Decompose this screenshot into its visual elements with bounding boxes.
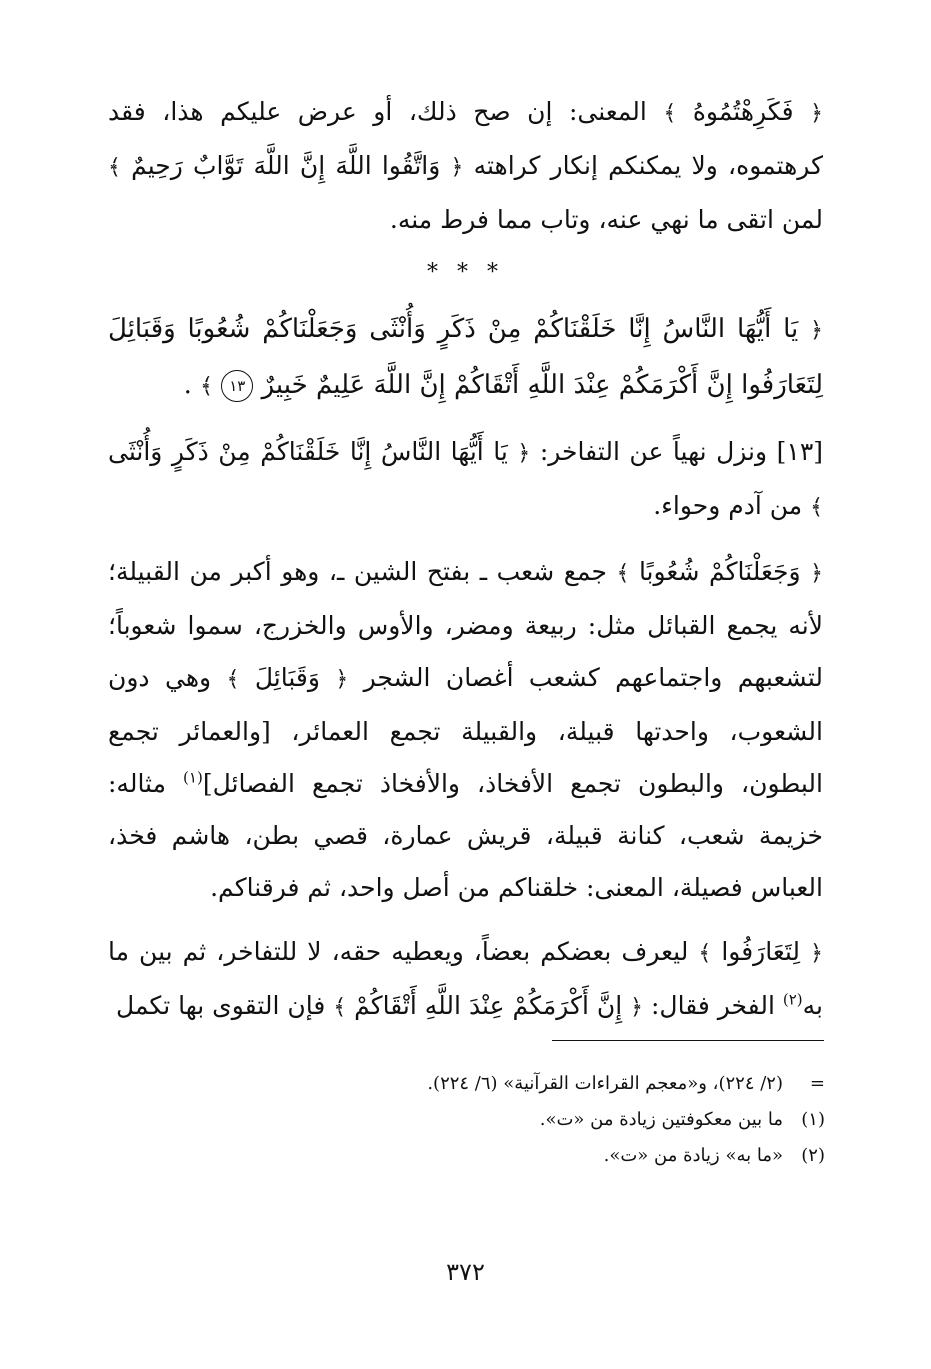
verse-open-bracket: ﴿: [450, 155, 464, 180]
quran-quote: إِنَّ أَكْرَمَكُمْ عِنْدَ اللَّهِ أَتْقَاكُمْ: [354, 991, 623, 1020]
commentary-text: [١٣] ونزل نهياً عن التفاخر:: [539, 437, 824, 466]
footnotes: [108, 1066, 825, 1174]
footnote-marker: (٢): [801, 1145, 825, 1166]
verse-open-bracket: ﴿: [810, 561, 824, 586]
verse-open-bracket: ﴿: [335, 667, 349, 692]
commentary-text: الفخر فقال:: [651, 991, 775, 1020]
main-text: [108, 86, 823, 1046]
verse-close-bracket: ﴾: [226, 667, 240, 692]
verse-open-bracket: ﴿: [810, 318, 823, 343]
footnote-continuation: [108, 1066, 825, 1102]
commentary-text: وهي دون الشعوب، واحدتها قبيلة، والقبيلة تجمع العمائر، [والعمائر تجمع البطون، والبطون تجمع الأفخاذ، والأفخاذ تجمع الفصائل]: [108, 663, 823, 798]
quran-quote: يَا أَيُّهَا النَّاسُ إِنَّا خَلَقْنَاكُمْ مِنْ ذَكَرٍ وَأُنْثَى: [108, 437, 508, 466]
footnote-ref-2[interactable]: (٢): [782, 990, 803, 1009]
verse-open-bracket: ﴿: [810, 101, 823, 126]
ayah-block: [108, 302, 823, 414]
quran-quote: وَقَبَائِلَ: [254, 663, 320, 692]
verse-close-bracket: ﴾: [698, 941, 712, 966]
footnote-text: «ما به» زيادة من «ت».: [603, 1145, 783, 1166]
verse-close-bracket: ﴾: [333, 995, 347, 1020]
quran-quote: لِتَعَارَفُوا: [721, 937, 801, 966]
section-separator: * * *: [427, 260, 504, 285]
paragraph-4: [108, 926, 823, 1034]
paragraph-2: [108, 426, 823, 534]
verse-open-bracket: ﴿: [630, 995, 644, 1020]
ayah-text: يَا أَيُّهَا النَّاسُ إِنَّا خَلَقْنَاكُمْ مِنْ ذَكَرٍ وَأُنْثَى وَجَعَلْنَاكُمْ شُعُوبًا وَقَبَائِلَ لِتَعَارَفُوا إِنَّ أَكْرَمَكُمْ عِنْدَ اللَّهِ أَتْقَاكُمْ إِنَّ اللَّهَ عَلِيمٌ خَبِيرٌ: [108, 314, 823, 400]
ayah-number-marker: ١٣: [221, 370, 253, 402]
commentary-text: لمن اتقى ما نهي عنه، وتاب مما فرط منه.: [389, 205, 823, 234]
footnote-ref-1[interactable]: (١): [183, 768, 203, 787]
footnote-marker: (١): [801, 1109, 825, 1130]
commentary-text: مثاله: خزيمة شعب، كنانة قبيلة، قريش عمارة، قصي بطن، هاشم فخذ، العباس فصيلة، المعنى: خلقناكم من أصل واحد، ثم فرقناكم.: [108, 769, 823, 902]
ayah-tail: .: [183, 370, 192, 400]
verse-close-bracket: ﴾: [663, 101, 677, 126]
paragraph-3: [108, 546, 823, 914]
footnote-1: [108, 1102, 825, 1138]
verse-close-bracket: ﴾: [810, 495, 823, 520]
quran-quote: وَجَعَلْنَاكُمْ شُعُوبًا: [638, 557, 801, 586]
quran-quote: وَاتَّقُوا اللَّهَ إِنَّ اللَّهَ تَوَّابٌ رَحِيمٌ: [131, 151, 441, 180]
verse-close-bracket: ﴾: [108, 155, 121, 180]
verse-open-bracket: ﴿: [810, 941, 823, 966]
commentary-text: من آدم وحواء.: [653, 491, 803, 520]
footnote-text: ما بين معكوفتين زيادة من «ت».: [539, 1109, 783, 1130]
commentary-text: المعنى: إن صح ذلك، أو عرض عليكم هذا، فقد كرهتموه، ولا يمكنكم إنكار كراهته: [108, 97, 823, 180]
commentary-text: جمع شعب ـ بفتح الشين ـ، وهو أكبر من القبيلة؛ لأنه يجمع القبائل مثل: ربيعة ومضر، والأوس والخزرج، سموا شعوباً؛ لتشعبهم واجتماعهم كشعب أغصان الشجر: [108, 557, 823, 692]
verse-open-bracket: ﴿: [517, 441, 531, 466]
footnote-marker: =: [809, 1073, 825, 1094]
commentary-text: ليعرف بعضكم بعضاً، ويعطيه حقه، لا للتفاخر، ثم بين ما به: [108, 937, 823, 1020]
verse-close-bracket: ﴾: [200, 374, 214, 399]
verse-close-bracket: ﴾: [616, 561, 630, 586]
quran-quote: فَكَرِهْتُمُوهُ: [692, 97, 794, 126]
paragraph-1: [108, 86, 823, 246]
commentary-text: فإن التقوى بها تكمل: [116, 991, 326, 1020]
footnote-text: (٢/ ٢٢٤)، و«معجم القراءات القرآنية» (٦/ ٢٢٤).: [427, 1073, 783, 1094]
footnote-divider: [552, 1040, 824, 1041]
footnote-2: [108, 1138, 825, 1174]
page-number: ٣٧٢: [446, 1258, 485, 1286]
